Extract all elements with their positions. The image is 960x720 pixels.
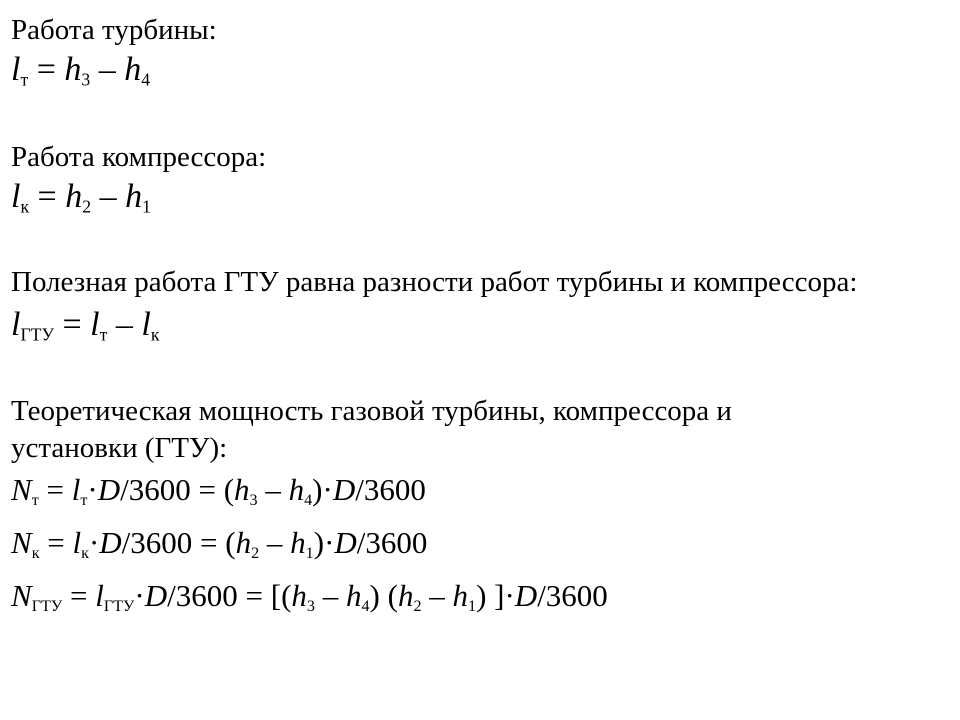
- subscript-gtu: ГТУ: [31, 597, 63, 615]
- minus-sign: –: [99, 178, 117, 215]
- symbol-l: l: [95, 578, 104, 613]
- subscript-3: 3: [249, 491, 258, 509]
- subscript-2: 2: [82, 196, 92, 217]
- subscript-gtu: ГТУ: [103, 597, 135, 615]
- symbol-h: h: [288, 472, 305, 507]
- useful-work-heading: Полезная работа ГТУ равна разности работ турбины и компрессора:: [11, 266, 858, 298]
- subscript-4: 4: [141, 69, 151, 90]
- compressor-power-formula: [11, 525, 428, 562]
- division-3600: /3600: [121, 525, 193, 560]
- symbol-l: l: [11, 306, 21, 343]
- equals-sign: =: [36, 51, 56, 88]
- division-3600: /3600: [120, 472, 191, 507]
- symbol-l: l: [71, 472, 81, 507]
- compressor-work-heading: Работа компрессора:: [11, 141, 267, 173]
- equals-sign: =: [200, 525, 218, 560]
- dot-sign: ·: [88, 525, 100, 560]
- symbol-h: h: [397, 578, 414, 613]
- division-3600: /3600: [356, 525, 428, 560]
- left-paren: (: [223, 472, 235, 507]
- dot-sign: ·: [324, 525, 335, 560]
- subscript-t: т: [99, 324, 108, 345]
- symbol-h: h: [234, 472, 250, 507]
- minus-sign: –: [429, 578, 445, 613]
- symbol-l: l: [11, 178, 21, 215]
- equals-sign: =: [70, 578, 88, 613]
- right-paren: ): [369, 578, 380, 613]
- symbol-l: l: [141, 306, 151, 343]
- division-3600: /3600: [167, 578, 238, 613]
- symbol-D: D: [514, 578, 538, 613]
- subscript-k: к: [20, 196, 30, 217]
- gtu-power-formula: [11, 578, 608, 615]
- equals-sign: =: [245, 578, 263, 613]
- subscript-3: 3: [81, 69, 91, 90]
- subscript-k: к: [81, 544, 89, 562]
- right-paren: ): [313, 525, 325, 560]
- symbol-h: h: [125, 178, 143, 215]
- symbol-N: N: [11, 472, 32, 507]
- turbine-work-formula: [11, 51, 151, 90]
- dot-sign: ·: [322, 472, 333, 507]
- equals-sign: =: [46, 472, 64, 507]
- symbol-D: D: [99, 525, 122, 560]
- left-paren: (: [225, 525, 236, 560]
- division-3600: /3600: [355, 472, 426, 507]
- dot-sign: ·: [87, 472, 98, 507]
- minus-sign: –: [266, 525, 283, 560]
- compressor-work-formula: [11, 178, 151, 217]
- symbol-h: h: [452, 578, 468, 613]
- right-bracket: ]: [494, 578, 505, 613]
- equals-sign: =: [198, 472, 216, 507]
- subscript-t: т: [31, 491, 39, 509]
- minus-sign: –: [265, 472, 281, 507]
- symbol-l: l: [11, 51, 21, 88]
- dot-sign: ·: [134, 578, 145, 613]
- division-3600: /3600: [537, 578, 608, 613]
- minus-sign: –: [322, 578, 339, 613]
- left-bracket: [(: [270, 578, 292, 613]
- equals-sign: =: [47, 525, 65, 560]
- symbol-h: h: [291, 578, 307, 613]
- symbol-h: h: [235, 525, 252, 560]
- symbol-h: h: [124, 51, 142, 88]
- turbine-work-heading: Работа турбины:: [11, 14, 217, 46]
- subscript-k: к: [31, 544, 40, 562]
- right-paren: ): [312, 472, 323, 507]
- subscript-4: 4: [304, 491, 313, 509]
- symbol-D: D: [332, 472, 356, 507]
- symbol-h: h: [290, 525, 306, 560]
- subscript-k: к: [150, 324, 160, 345]
- dot-sign: ·: [504, 578, 515, 613]
- equals-sign: =: [37, 178, 57, 215]
- turbine-power-formula: [11, 472, 426, 509]
- equals-sign: =: [62, 306, 82, 343]
- symbol-h: h: [345, 578, 362, 613]
- symbol-D: D: [97, 472, 121, 507]
- symbol-D: D: [144, 578, 168, 613]
- subscript-gtu: ГТУ: [20, 324, 54, 345]
- subscript-1: 1: [305, 544, 314, 562]
- symbol-N: N: [11, 578, 32, 613]
- subscript-t: т: [20, 69, 29, 90]
- subscript-3: 3: [306, 597, 315, 615]
- useful-work-formula: [11, 306, 160, 345]
- subscript-1: 1: [468, 597, 477, 615]
- power-heading-line2: установки (ГТУ):: [11, 432, 228, 464]
- subscript-4: 4: [361, 597, 370, 615]
- subscript-1: 1: [142, 196, 151, 217]
- subscript-2: 2: [251, 544, 260, 562]
- right-paren: ): [476, 578, 487, 613]
- subscript-2: 2: [413, 597, 422, 615]
- left-paren: (: [387, 578, 398, 613]
- symbol-l: l: [72, 525, 82, 560]
- symbol-h: h: [65, 178, 83, 215]
- minus-sign: –: [98, 51, 116, 88]
- symbol-D: D: [334, 525, 357, 560]
- minus-sign: –: [115, 306, 133, 343]
- symbol-l: l: [90, 306, 100, 343]
- symbol-N: N: [11, 525, 32, 560]
- symbol-h: h: [64, 51, 82, 88]
- power-heading-line1: Теоретическая мощность газовой турбины, компрессора и: [11, 395, 732, 427]
- subscript-t: т: [80, 491, 88, 509]
